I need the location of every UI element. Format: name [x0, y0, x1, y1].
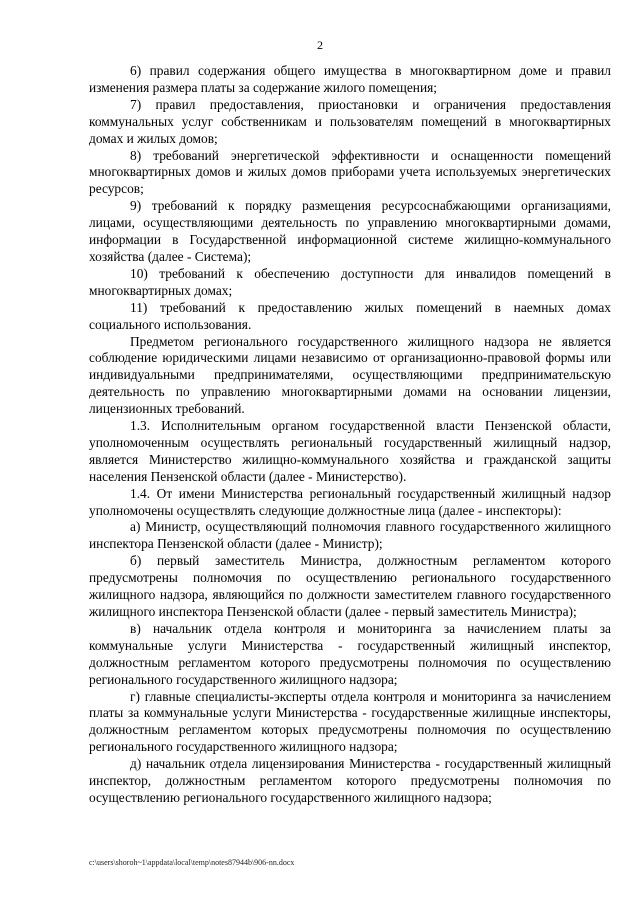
paragraph-7: 7) правил предоставления, приостановки и ограничения предоставления коммунальных услуг собственникам и пользователям помещений в многоквартирных домах и жилых домов;	[89, 96, 611, 146]
footer-file-path: c:\users\shoroh~1\appdata\local\temp\notes87944b\906-nn.docx	[89, 858, 295, 867]
paragraph-8: 8) требований энергетической эффективности и оснащенности помещений многоквартирных домов и жилых домов приборами учета используемых энергетических ресурсов;	[89, 147, 611, 197]
paragraph-9: 9) требований к порядку размещения ресурсоснабжающими организациями, лицами, осуществляющими деятельность по управлению многоквартирными домами, информации в Государственной информационной системе жилищно-коммунального хозяйства (далее - Система);	[89, 198, 611, 264]
paragraph-v: в) начальник отдела контроля и мониторинга за начислением платы за коммунальные услуги Министерства - государственный жилищный инспектор, должностным регламентом которого предусмотрены полномочия по осуществлению регионального государственного жилищного надзора;	[89, 620, 611, 687]
paragraph-6: 6) правил содержания общего имущества в многоквартирном доме и правил изменения размера платы за содержание жилого помещения;	[89, 63, 611, 95]
paragraph-1-3: 1.3. Исполнительным органом государственной власти Пензенской области, уполномоченным осуществлять региональный государственный жилищный надзор, является Министерство жилищно-коммунального хозяйства и гражданской защиты населения Пензенской области (далее - Министерство).	[89, 418, 611, 484]
paragraph-subject-exclusion: Предметом регионального государственного жилищного надзора не является соблюдение юридическими лицами независимо от организационно-правовой формы или индивидуальными предпринимателями, осуществляющими предпринимательскую деятельность по управлению многоквартирными домами на основании лицензии, лицензионных требований.	[89, 333, 611, 417]
paragraph-10: 10) требований к обеспечению доступности для инвалидов помещений в многоквартирных домах;	[89, 265, 611, 298]
paragraph-a: а) Министр, осуществляющий полномочия главного государственного жилищного инспектора Пензенской области (далее - Министр);	[89, 519, 611, 552]
document-body	[89, 63, 611, 807]
paragraph-1-4: 1.4. От имени Министерства региональный государственный жилищный надзор уполномочены осуществлять следующие должностные лица (далее - инспекторы):	[89, 485, 611, 518]
paragraph-11: 11) требований к предоставлению жилых помещений в наемных домах социального использования.	[89, 299, 611, 332]
paragraph-b: б) первый заместитель Министра, должностным регламентом которого предусмотрены полномочия по осуществлению регионального государственного жилищного надзора, являющийся по должности заместителем главного государственного жилищного инспектора Пензенской области (далее - первый заместитель Министра);	[89, 553, 611, 619]
paragraph-g: г) главные специалисты-эксперты отдела контроля и мониторинга за начислением платы за коммунальные услуги Министерства - государственные жилищные инспекторы, должностным регламентом которых предусмотрены полномочия по осуществлению регионального государственного жилищного надзора;	[89, 688, 611, 755]
paragraph-d: д) начальник отдела лицензирования Министерства - государственный жилищный инспектор, должностным регламентом которого предусмотрены полномочия по осуществлению регионального государственного жилищного надзора;	[89, 756, 611, 805]
page-number: 2	[317, 38, 323, 52]
